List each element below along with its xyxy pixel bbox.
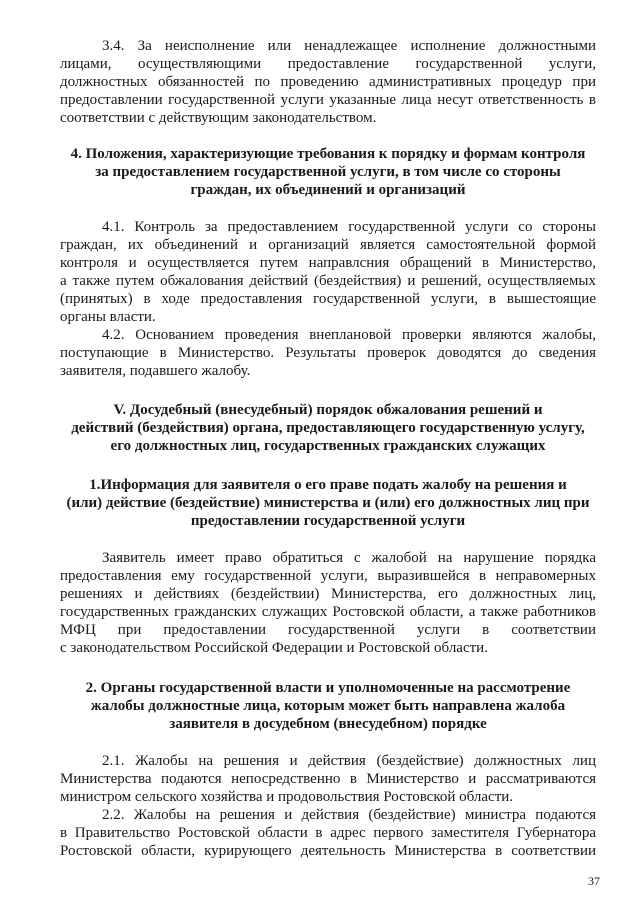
heading-section-4-line-1: 4. Положения, характеризующие требования к порядку и формам контроля: [70, 146, 586, 162]
para-4-1-line-6: органы власти.: [60, 309, 156, 325]
heading-subsection-1-line-2: (или) действие (бездействие) министерства и (или) его должностных лиц при: [66, 495, 590, 511]
para-2-2-line-3: Ростовской области, курирующего деятельность Министерства в соответствии: [60, 843, 596, 859]
heading-section-5-line-3: его должностных лиц, государственных гражданских служащих: [110, 438, 546, 454]
para-4-1-line-2: граждан, их объединений и организаций является самостоятельной формой: [60, 237, 596, 253]
heading-subsection-2-line-3: заявителя в досудебном (внесудебном) порядке: [169, 716, 487, 732]
heading-subsection-1-line-1: 1.Информация для заявителя о его праве подать жалобу на решения и: [89, 477, 567, 493]
para-3-4-line-1: 3.4. За неисполнение или ненадлежащее исполнение должностными: [102, 38, 596, 54]
heading-section-4-line-2: за предоставлением государственной услуги, в том числе со стороны: [95, 164, 561, 180]
para-applicant-line-1: Заявитель имеет право обратиться с жалобой на нарушение порядка: [102, 550, 596, 566]
para-2-2-line-1: 2.2. Жалобы на решения и действия (бездействие) министра подаются: [102, 807, 596, 823]
heading-subsection-2-line-2: жалобы должностные лица, которым может быть направлена жалоба: [90, 698, 566, 714]
para-2-2-line-2: в Правительство Ростовской области в адрес первого заместителя Губернатора: [60, 825, 596, 841]
para-3-4-line-5: соответствии с действующим законодательством.: [60, 110, 377, 126]
heading-section-5-line-1: V. Досудебный (внесудебный) порядок обжалования решений и: [113, 402, 543, 418]
heading-section-4-line-3: граждан, их объединений и организаций: [190, 182, 466, 198]
para-applicant-line-3: решениях и действиях (бездействии) Министерства, его должностных лиц,: [60, 586, 596, 602]
para-4-1-line-3: контроля и осуществляется путем направлсния обращений в Министерство,: [60, 255, 596, 271]
para-2-1-line-3: министром сельского хозяйства и продовольствия Ростовской области.: [60, 789, 514, 805]
para-2-1-line-2: Министерства подаются непосредственно в Министерство и рассматриваются: [60, 771, 596, 787]
para-4-1-line-5: (принятых) в ходе предоставления государственной услуги, в вышестоящие: [60, 291, 596, 307]
para-3-4-line-4: предоставлении государственной услуги указанные лица несут ответственность в: [60, 92, 596, 108]
heading-subsection-1-line-3: предоставлении государственной услуги: [190, 513, 466, 529]
para-4-1-line-1: 4.1. Контроль за предоставлением государственной услуги со стороны: [102, 219, 596, 235]
para-4-2-line-3: заявителя, подавшего жалобу.: [60, 363, 251, 379]
para-applicant-line-5: МФЦ при предоставлении государственной услуги в соответствии: [60, 622, 596, 638]
para-4-1-line-4: а также путем обжалования действий (бездействия) и решений, осуществляемых: [60, 273, 596, 289]
para-2-1-line-1: 2.1. Жалобы на решения и действия (бездействие) должностных лиц: [102, 753, 596, 769]
page-number: 37: [588, 874, 600, 888]
para-4-2-line-2: поступающие в Министерство. Результаты проверок доводятся до сведения: [60, 345, 596, 361]
para-3-4-line-3: должностных обязанностей по проведению административных процедур при: [60, 74, 596, 90]
heading-section-5-line-2: действий (бездействия) органа, предоставляющего государственную услугу,: [71, 420, 585, 436]
para-applicant-line-6: с законодательством Российской Федерации и Ростовской области.: [60, 640, 488, 656]
heading-subsection-2-line-1: 2. Органы государственной власти и уполномоченные на рассмотрение: [85, 680, 571, 696]
para-4-2-line-1: 4.2. Основанием проведения внеплановой проверки являются жалобы,: [102, 327, 596, 343]
para-applicant-line-2: предоставления ему государственной услуги, выразившейся в неправомерных: [60, 568, 596, 584]
para-applicant-line-4: государственных гражданских служащих Ростовской области, а также работников: [60, 604, 596, 620]
para-3-4-line-2: лицами, осуществляющими предоставление государственной услуги,: [60, 56, 596, 72]
